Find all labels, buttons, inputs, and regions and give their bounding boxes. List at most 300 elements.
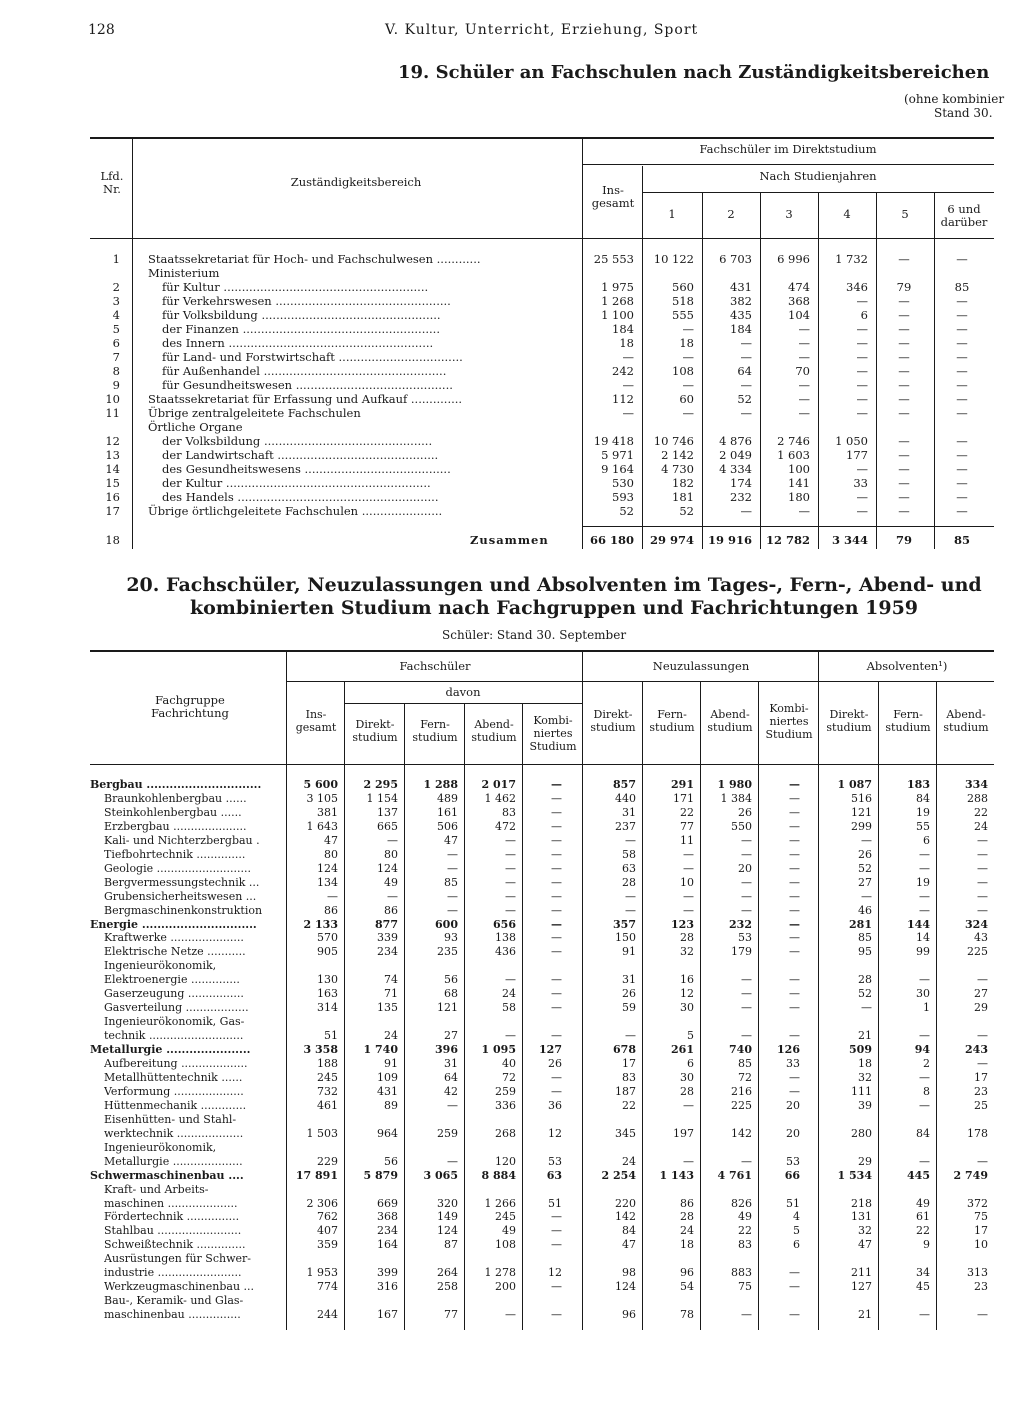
table19-row-number: 10 — [105, 392, 120, 406]
table20-group-label: Schwermaschinenbau .... — [90, 1168, 244, 1182]
table20-cell: 3 358 — [303, 1043, 338, 1057]
table20-cell: 1 643 — [306, 819, 338, 833]
table20-cell: 291 — [671, 778, 694, 791]
table20-cell: 47 — [622, 1238, 636, 1252]
table20-cell: 31 — [444, 1057, 458, 1070]
table20-cell: 26 — [622, 987, 636, 1001]
table20-cell: 127 — [539, 1043, 562, 1057]
table20-cell: — — [977, 875, 988, 889]
table19-row-label: Übrige zentralgeleitete Fachschulen — [148, 406, 361, 420]
table20-cell: 20 — [786, 1126, 800, 1140]
table20-row-label: Tiefbohrtechnik .............. — [104, 847, 246, 861]
table20-cell: 826 — [731, 1196, 752, 1210]
table19-cell: 104 — [788, 308, 810, 322]
table20-cell: 26 — [548, 1057, 562, 1070]
table20-cell: 17 891 — [295, 1168, 338, 1182]
table19-cell: 4 876 — [719, 434, 752, 448]
table20-cell: — — [919, 1029, 930, 1043]
table19-cell: — — [956, 490, 968, 504]
vrule — [934, 193, 935, 549]
table20-cell: 36 — [548, 1098, 562, 1112]
table20-cell: — — [551, 1029, 562, 1043]
table20-cell: 24 — [502, 987, 516, 1001]
table19-cell: — — [856, 336, 868, 350]
table19-cell: — — [682, 350, 694, 364]
table19-header-rule — [90, 238, 994, 239]
table20-cell: 259 — [437, 1126, 458, 1140]
table19-cell: — — [956, 406, 968, 420]
table20-cell: 64 — [444, 1070, 458, 1084]
table19-cell: — — [956, 434, 968, 448]
table20-column-header: Fern-studium — [885, 708, 931, 734]
table20-cell: — — [505, 833, 516, 847]
table20-header-rule — [90, 764, 994, 765]
table20-cell: 12 — [680, 987, 694, 1001]
table20-cell: 396 — [435, 1043, 458, 1057]
table19-cell: 232 — [730, 490, 752, 504]
table20-cell: 261 — [671, 1043, 694, 1057]
table20-cell: 52 — [858, 861, 872, 875]
table20-cell: — — [789, 791, 800, 805]
table20-cell: 130 — [317, 973, 338, 987]
table20-cell: 550 — [731, 819, 752, 833]
table20-cell: 220 — [615, 1196, 636, 1210]
table20-cell: 75 — [974, 1210, 988, 1224]
table20-cell: 28 — [622, 875, 636, 889]
table20-title — [94, 574, 1014, 620]
table20-cell: 5 600 — [303, 778, 338, 791]
table20-cell: 461 — [317, 1098, 338, 1112]
table20-column-header: Abend-studium — [707, 708, 753, 734]
table19-total-rule — [582, 526, 994, 527]
table19-row-label: der Landwirtschaft ............................................ — [162, 448, 439, 462]
table20-cell: 31 — [622, 805, 636, 819]
table20-cell: 95 — [858, 945, 872, 959]
table20-cell: 516 — [851, 791, 872, 805]
table20-cell: 225 — [731, 1098, 752, 1112]
table20-cell: 51 — [548, 1196, 562, 1210]
table19-row-number: 14 — [105, 462, 120, 476]
table20-cell: 336 — [495, 1098, 516, 1112]
table19-cell: — — [856, 322, 868, 336]
table20-cell: 86 — [680, 1196, 694, 1210]
table19-row-label: für Kultur ........................................................ — [162, 280, 429, 294]
table19-cell: 25 553 — [593, 252, 634, 266]
table20-cell: 124 — [317, 861, 338, 875]
table20-cell: — — [789, 903, 800, 917]
table20-cell: 78 — [680, 1308, 694, 1322]
table19-cell: — — [622, 350, 634, 364]
table20-cell: 229 — [317, 1154, 338, 1168]
table20-cell: 164 — [377, 1238, 398, 1252]
table20-cell: — — [505, 973, 516, 987]
table19-cell: 2 746 — [777, 434, 810, 448]
table20-cell: 83 — [502, 805, 516, 819]
hrule — [642, 192, 994, 193]
table20-cell: 149 — [437, 1210, 458, 1224]
table20-cell: 32 — [680, 945, 694, 959]
table20-cell: 313 — [967, 1266, 988, 1280]
table19-header-bereich: Zuständigkeitsbereich — [290, 175, 422, 189]
table19-cell: 177 — [846, 448, 868, 462]
table20-cell: 83 — [738, 1238, 752, 1252]
table20-cell: 264 — [437, 1266, 458, 1280]
table20-cell: — — [741, 1029, 752, 1043]
table20-row-label: Stahlbau ........................ — [104, 1224, 242, 1238]
table20-cell: — — [551, 1224, 562, 1238]
table20-cell: — — [977, 889, 988, 903]
table20-cell: 28 — [858, 973, 872, 987]
table19-header-y4: 4 — [843, 207, 851, 221]
table19-row-label: des Handels ....................................................... — [162, 490, 439, 504]
table20-row-label: Ausrüstungen für Schwer- — [104, 1252, 251, 1266]
table20-cell: — — [741, 1154, 752, 1168]
table20-cell: 56 — [444, 973, 458, 987]
table20-title-line1: 20. Fachschüler, Neuzulassungen und Absolventen im Tages-, Fern-, Abend- und — [126, 574, 982, 596]
table19-row-number: 4 — [112, 308, 120, 322]
table20-cell: 21 — [858, 1308, 872, 1322]
table20-cell: 2 295 — [363, 778, 398, 791]
table20-cell: — — [683, 903, 694, 917]
table20-cell: 54 — [680, 1280, 694, 1294]
table19-cell: 530 — [612, 476, 634, 490]
table20-cell: 1 462 — [484, 791, 516, 805]
table19-total-cell: 12 782 — [765, 533, 810, 547]
table20-cell: — — [551, 861, 562, 875]
table20-cell: 51 — [786, 1196, 800, 1210]
table19-row-label: Ministerium — [148, 266, 220, 280]
vrule — [132, 137, 133, 549]
table20-cell: — — [919, 847, 930, 861]
table19-cell: 4 334 — [719, 462, 752, 476]
table20-cell: 19 — [916, 875, 930, 889]
table20-cell: — — [551, 819, 562, 833]
table20-cell: 345 — [615, 1126, 636, 1140]
table20-cell: 188 — [317, 1057, 338, 1070]
table20-cell: 131 — [851, 1210, 872, 1224]
running-header: V. Kultur, Unterricht, Erziehung, Sport — [385, 22, 699, 38]
table20-cell: 49 — [738, 1210, 752, 1224]
table19-cell: — — [898, 308, 910, 322]
table20-cell: 63 — [546, 1168, 562, 1182]
table19-cell: 474 — [788, 280, 810, 294]
table20-cell: — — [789, 973, 800, 987]
table20-cell: 43 — [974, 931, 988, 945]
table20-cell: 1 095 — [481, 1043, 516, 1057]
table20-cell: 72 — [502, 1070, 516, 1084]
table20-cell: 964 — [377, 1126, 398, 1140]
table20-cell: 179 — [731, 945, 752, 959]
table19-cell: 435 — [730, 308, 752, 322]
table20-cell: 27 — [858, 875, 872, 889]
page-number: 128 — [88, 22, 115, 38]
table20-cell: 259 — [495, 1084, 516, 1098]
table19-row-label: Übrige örtlichgeleitete Fachschulen ...................... — [148, 504, 443, 518]
table20-cell: — — [683, 847, 694, 861]
table20-cell: 32 — [858, 1070, 872, 1084]
table20-cell: 96 — [622, 1308, 636, 1322]
table20-cell: — — [789, 1308, 800, 1322]
table20-cell: — — [789, 833, 800, 847]
table19-cell: — — [682, 322, 694, 336]
table20-cell: 1 266 — [484, 1196, 516, 1210]
table20-cell: 59 — [622, 1001, 636, 1015]
table19-cell: — — [856, 294, 868, 308]
table20-cell: — — [447, 847, 458, 861]
table20-cell: — — [741, 1308, 752, 1322]
table20-column-header: Direkt-studium — [826, 708, 872, 734]
table20-cell: 127 — [851, 1280, 872, 1294]
table20-cell: — — [861, 1001, 872, 1015]
table20-cell: 1 154 — [366, 791, 398, 805]
table20-cell: 121 — [851, 805, 872, 819]
table20-cell: 6 — [923, 833, 930, 847]
table20-row-label: Steinkohlenbergbau ...... — [104, 805, 242, 819]
table20-cell: 324 — [965, 917, 988, 931]
table19-row-label: Staatssekretariat für Hoch- und Fachschulwesen ............ — [148, 252, 481, 266]
table20-cell: 509 — [849, 1043, 872, 1057]
table20-cell: — — [551, 917, 562, 931]
table20-row-label: maschinenbau ............... — [104, 1308, 241, 1322]
table20-cell: 740 — [729, 1043, 752, 1057]
table20-cell: 258 — [437, 1280, 458, 1294]
table19-row-label: des Innern ........................................................ — [162, 336, 434, 350]
table20-cell: 124 — [615, 1280, 636, 1294]
table20-cell: — — [683, 889, 694, 903]
table19-row-label: der Kultur ........................................................ — [162, 476, 431, 490]
table20-cell: 5 — [687, 1029, 694, 1043]
table19-cell: 10 122 — [653, 252, 694, 266]
table20-cell: 506 — [437, 819, 458, 833]
table19-row-number: 8 — [112, 364, 120, 378]
table20-cell: 61 — [916, 1210, 930, 1224]
table19-row-number: 11 — [105, 406, 120, 420]
table19-cell: 1 050 — [835, 434, 868, 448]
table20-cell: 1 980 — [717, 778, 752, 791]
table19-total-cell: 3 344 — [831, 533, 868, 547]
table20-cell: 93 — [444, 931, 458, 945]
table20-cell: 126 — [777, 1043, 800, 1057]
table20-cell: 1 384 — [720, 791, 752, 805]
table20-cell: 2 306 — [306, 1196, 338, 1210]
table20-cell: 5 879 — [363, 1168, 398, 1182]
table20-cell: 28 — [680, 1084, 694, 1098]
table19-cell: — — [798, 350, 810, 364]
table20-row-label: Ingenieurökonomik, — [104, 959, 217, 973]
table20-cell: 232 — [729, 917, 752, 931]
table20-cell: 84 — [916, 791, 930, 805]
table20-row-label: Ingenieurökonomik, — [104, 1140, 217, 1154]
table19-row-label: für Volksbildung ................................................. — [162, 308, 441, 322]
table20-cell: — — [741, 875, 752, 889]
table20-column-header: Abend-studium — [943, 708, 989, 734]
table20-cell: 171 — [673, 791, 694, 805]
table19-cell: 368 — [788, 294, 810, 308]
table19-row-number: 2 — [112, 280, 120, 294]
table20-row-label: Kraft- und Arbeits- — [104, 1182, 209, 1196]
table20-cell: 656 — [493, 917, 516, 931]
table20-cell: 121 — [437, 1001, 458, 1015]
table20-row-label: Kali- und Nichterzbergbau . — [104, 833, 260, 847]
table20-cell: — — [551, 903, 562, 917]
table20-cell: — — [551, 847, 562, 861]
table20-cell: 339 — [377, 931, 398, 945]
table20-cell: 440 — [615, 791, 636, 805]
table20-cell: — — [789, 917, 800, 931]
table20-row-label: Hüttenmechanik ............. — [104, 1098, 247, 1112]
table20-cell: 80 — [384, 847, 398, 861]
table20-cell: 12 — [548, 1126, 562, 1140]
table19-cell: — — [956, 322, 968, 336]
table20-cell: 187 — [615, 1084, 636, 1098]
table20-cell: 280 — [851, 1126, 872, 1140]
table20-cell: 445 — [907, 1168, 930, 1182]
table20-cell: 58 — [622, 847, 636, 861]
table19-cell: — — [622, 378, 634, 392]
table20-cell: 39 — [858, 1098, 872, 1112]
table20-cell: 56 — [384, 1154, 398, 1168]
table20-cell: 22 — [916, 1224, 930, 1238]
table20-cell: 120 — [495, 1154, 516, 1168]
table20-cell: — — [505, 889, 516, 903]
table20-cell: — — [789, 861, 800, 875]
table19-cell: — — [898, 434, 910, 448]
table20-header-absolventen: Absolventen¹) — [866, 659, 948, 673]
table19-cell: 33 — [853, 476, 868, 490]
table20-cell: 10 — [974, 1238, 988, 1252]
table20-cell: — — [551, 833, 562, 847]
table20-cell: 3 065 — [423, 1168, 458, 1182]
table19-cell: 6 703 — [719, 252, 752, 266]
table19-cell: — — [856, 406, 868, 420]
table19-cell: 4 730 — [661, 462, 694, 476]
table20-row-label: Bergmaschinenkonstruktion — [104, 903, 263, 917]
table20-cell: — — [447, 889, 458, 903]
table20-cell: — — [551, 987, 562, 1001]
table20-cell: — — [789, 1280, 800, 1294]
table20-cell: 24 — [680, 1224, 694, 1238]
table20-cell: 85 — [444, 875, 458, 889]
table20-cell: — — [861, 889, 872, 903]
table19-cell: 181 — [672, 490, 694, 504]
table20-cell: — — [447, 1098, 458, 1112]
table19-row-number: 12 — [105, 434, 120, 448]
table20-cell: 857 — [613, 778, 636, 791]
table19-cell: 560 — [672, 280, 694, 294]
table20-cell: 1 503 — [306, 1126, 338, 1140]
table20-cell: 245 — [495, 1210, 516, 1224]
table20-cell: 91 — [622, 945, 636, 959]
table20-cell: — — [977, 1308, 988, 1322]
table19-cell: 518 — [672, 294, 694, 308]
table20-cell: 17 — [974, 1070, 988, 1084]
table19-cell: 1 732 — [835, 252, 868, 266]
table20-cell: 665 — [377, 819, 398, 833]
table20-cell: — — [447, 903, 458, 917]
table20-cell: 49 — [502, 1224, 516, 1238]
table19-cell: — — [956, 336, 968, 350]
table20-cell: — — [789, 875, 800, 889]
table19-row-number: 3 — [112, 294, 120, 308]
table19-total-cell: 85 — [953, 533, 970, 547]
table20-row-label: Gaserzeugung ................ — [104, 987, 244, 1001]
table20-cell: 51 — [324, 1029, 338, 1043]
table20-cell: — — [741, 889, 752, 903]
table19-row-number: 6 — [112, 336, 120, 350]
table19-cell: 174 — [730, 476, 752, 490]
table19-row-number: 7 — [112, 350, 120, 364]
table20-cell: 6 — [687, 1057, 694, 1070]
table19-top-rule — [90, 137, 994, 139]
table20-row-label: maschinen .................... — [104, 1196, 238, 1210]
table20-cell: 570 — [317, 931, 338, 945]
table19-title: 19. Schüler an Fachschulen nach Zuständigkeitsbereichen — [398, 62, 990, 83]
table20-cell: 372 — [967, 1196, 988, 1210]
table19-cell: — — [740, 336, 752, 350]
table20-top-rule — [90, 650, 994, 652]
table20-cell: 281 — [849, 917, 872, 931]
table20-cell: — — [789, 1266, 800, 1280]
table20-cell: 20 — [738, 861, 752, 875]
table20-cell: 77 — [680, 819, 694, 833]
table19-cell: 1 975 — [601, 280, 634, 294]
table19-header-insgesamt: Ins-gesamt — [591, 183, 635, 210]
table20-cell: 66 — [784, 1168, 800, 1182]
table20-cell: — — [789, 778, 800, 791]
table20-cell: — — [789, 847, 800, 861]
table20-row-label: Fördertechnik ............... — [104, 1210, 240, 1224]
table19-cell: — — [622, 406, 634, 420]
table20-group-label: Bergbau .............................. — [90, 778, 262, 791]
table19-cell: 64 — [737, 364, 752, 378]
table19-header-nr: Lfd. Nr. — [100, 169, 124, 196]
table20-cell: — — [789, 805, 800, 819]
table20-row-label: Schweißtechnik .............. — [104, 1238, 246, 1252]
table20-cell: — — [551, 1084, 562, 1098]
table20-cell: 31 — [622, 973, 636, 987]
table20-cell: — — [551, 791, 562, 805]
table19-row-label: für Verkehrswesen ................................................ — [162, 294, 451, 308]
table20-cell: 2 133 — [303, 917, 338, 931]
table20-cell: 84 — [916, 1126, 930, 1140]
table20-cell: 134 — [317, 875, 338, 889]
table20-cell: 124 — [377, 861, 398, 875]
table19-total-cell: 29 974 — [649, 533, 694, 547]
table20-cell: 489 — [437, 791, 458, 805]
table20-cell: 2 017 — [481, 778, 516, 791]
table20-cell: 216 — [731, 1084, 752, 1098]
table20-cell: 53 — [548, 1154, 562, 1168]
table20-cell: — — [741, 1001, 752, 1015]
table19-total-cell: 79 — [895, 533, 912, 547]
table20-cell: 108 — [495, 1238, 516, 1252]
table20-cell: — — [977, 1029, 988, 1043]
table20-row-label: Kraftwerke ..................... — [104, 931, 244, 945]
table19-cell: 6 996 — [777, 252, 810, 266]
table20-cell: — — [919, 973, 930, 987]
table20-cell: 2 — [923, 1057, 930, 1070]
table20-cell: 89 — [384, 1098, 398, 1112]
table20-cell: 431 — [377, 1084, 398, 1098]
table19-cell: — — [956, 392, 968, 406]
table20-cell: — — [505, 861, 516, 875]
table20-cell: 29 — [974, 1001, 988, 1015]
table20-cell: 1 — [923, 1001, 930, 1015]
table19-cell: 1 100 — [601, 308, 634, 322]
table19-cell: — — [740, 504, 752, 518]
table20-cell: 142 — [615, 1210, 636, 1224]
table20-cell: 18 — [858, 1057, 872, 1070]
